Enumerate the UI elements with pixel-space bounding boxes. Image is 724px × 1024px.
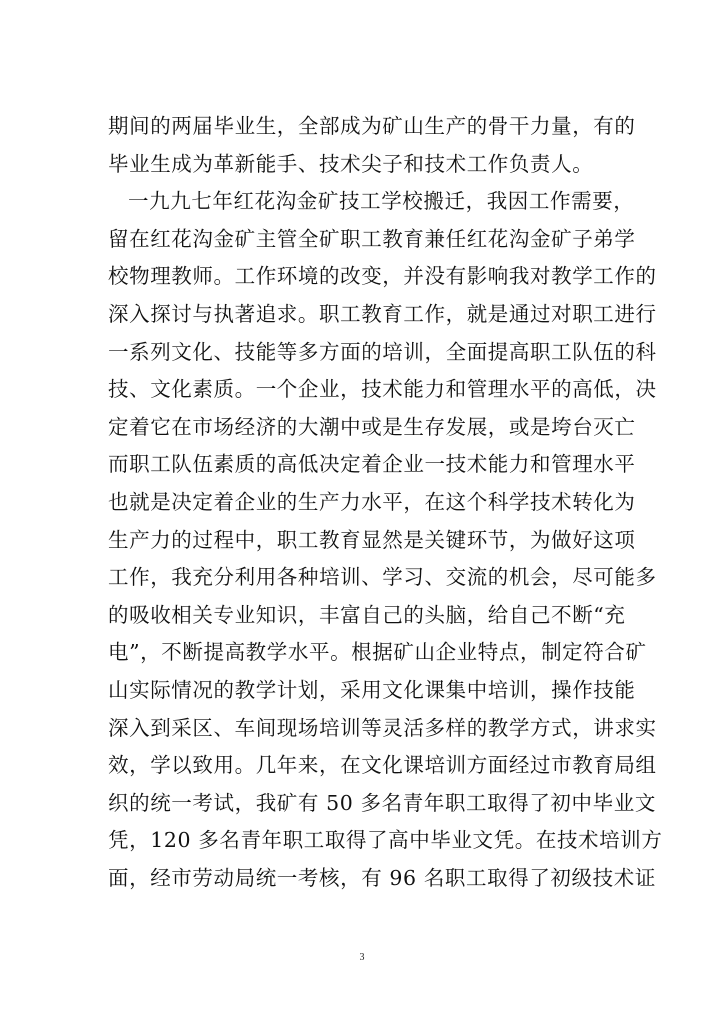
text-line: 毕业生成为革新能手、技术尖子和技术工作负责人。	[108, 151, 594, 176]
body-text	[108, 108, 663, 897]
text-line: 技、文化素质。一个企业，技术能力和管理水平的高低，决	[108, 377, 657, 402]
text-line: 也就是决定着企业的生产力水平，在这个科学技术转化为	[108, 489, 636, 514]
text-line: 留在红花沟金矿主管全矿职工教育兼任红花沟金矿子弟学	[108, 226, 636, 251]
text-line: 而职工队伍素质的高低决定着企业一技术能力和管理水平	[108, 452, 636, 477]
text-line: 山实际情况的教学计划，采用文化课集中培训，操作技能	[108, 677, 636, 702]
text-line: 凭，120 多名青年职工取得了高中毕业文凭。在技术培训方	[108, 828, 663, 853]
paragraph-first-line: 一九九七年红花沟金矿技工学校搬迁，我因工作需要，	[128, 189, 635, 214]
text-line: 效，学以致用。几年来，在文化课培训方面经过市教育局组	[108, 753, 657, 778]
text-line: 一系列文化、技能等多方面的培训，全面提高职工队伍的科	[108, 339, 657, 364]
text-line: 深入探讨与执著追求。职工教育工作，就是通过对职工进行	[108, 301, 657, 326]
text-line: 工作，我充分利用各种培训、学习、交流的机会，尽可能多	[108, 565, 657, 590]
page-number: 3	[359, 952, 365, 963]
text-line: 生产力的过程中，职工教育显然是关键环节，为做好这项	[108, 527, 636, 552]
text-line: 织的统一考试，我矿有 50 多名青年职工取得了初中毕业文	[108, 790, 656, 815]
text-line: 定着它在市场经济的大潮中或是生存发展，或是垮台灭亡	[108, 414, 636, 439]
text-line: 电”，不断提高教学水平。根据矿山企业特点，制定符合矿	[108, 640, 647, 665]
text-line: 期间的两届毕业生，全部成为矿山生产的骨干力量，有的	[108, 114, 636, 138]
text-line: 面，经市劳动局统一考核，有 96 名职工取得了初级技术证	[108, 865, 656, 890]
text-line: 校物理教师。工作环境的改变，并没有影响我对教学工作的	[108, 264, 657, 289]
text-line: 深入到采区、车间现场培训等灵活多样的教学方式，讲求实	[108, 715, 657, 740]
text-line: 的吸收相关专业知识，丰富自己的头脑，给自己不断“充	[108, 602, 626, 627]
